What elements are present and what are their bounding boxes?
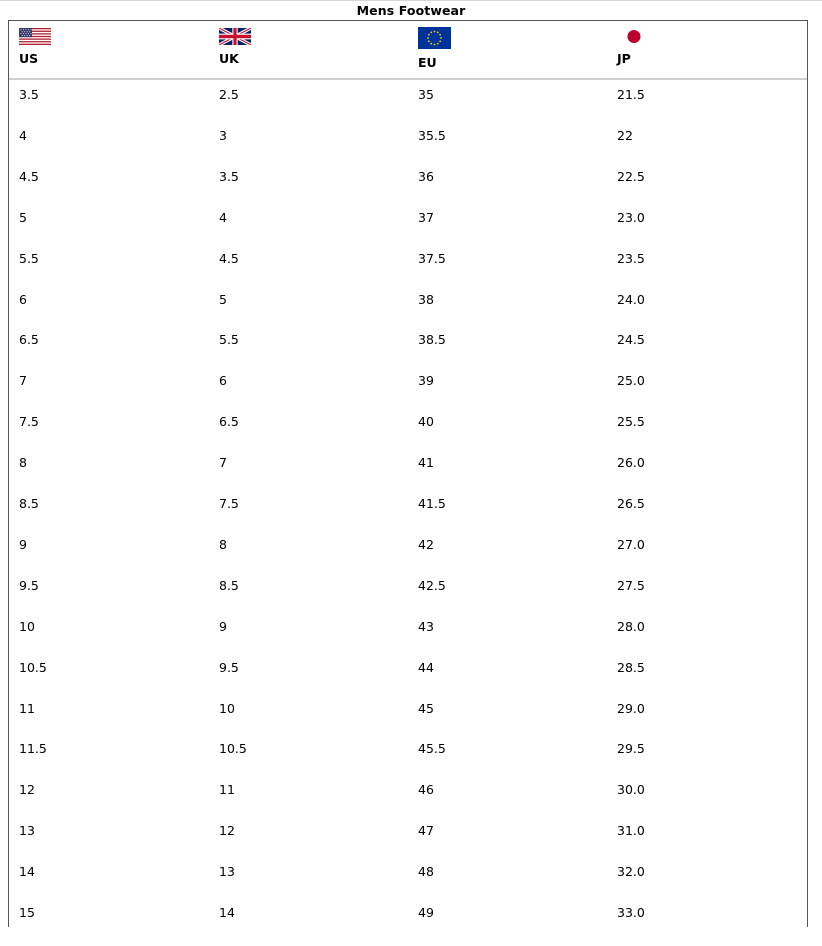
- table-row: [9, 619, 807, 660]
- uk-size-cell: 3: [219, 127, 227, 143]
- eu-size-cell: 39: [418, 373, 434, 389]
- table-row: [9, 823, 807, 864]
- eu-size-cell: 38: [418, 291, 434, 307]
- page-title: Mens Footwear: [0, 0, 822, 20]
- us-size-cell: 4: [19, 127, 27, 143]
- uk-size-cell: 7.5: [219, 496, 239, 511]
- table-row: [9, 87, 807, 128]
- us-size-cell: 3.5: [19, 87, 39, 102]
- eu-size-cell: 43: [418, 618, 434, 634]
- us-size-cell: 6.5: [19, 332, 39, 348]
- eu-size-cell: 41: [418, 455, 434, 471]
- jp-size-cell: 28.0: [617, 618, 645, 634]
- size-chart-table: [8, 20, 808, 927]
- us-size-cell: 13: [19, 823, 35, 839]
- uk-size-cell: 10.5: [219, 741, 247, 757]
- table-row: [9, 128, 807, 169]
- uk-size-cell: 11: [219, 782, 235, 798]
- jp-size-cell: 23.5: [617, 250, 645, 266]
- table-row: [9, 332, 807, 373]
- jp-size-cell: 25.0: [617, 373, 645, 389]
- us-size-cell: 9.5: [19, 577, 39, 593]
- table-row: [9, 578, 807, 619]
- us-size-cell: 11.5: [19, 741, 47, 757]
- table-row: [9, 455, 807, 496]
- eu-flag-icon: [418, 27, 451, 49]
- eu-size-cell: 42.5: [418, 577, 446, 593]
- us-size-cell: 6: [19, 291, 27, 307]
- us-size-cell: 10.5: [19, 659, 47, 675]
- jp-size-cell: 25.5: [617, 414, 645, 430]
- eu-size-cell: 45.5: [418, 741, 446, 757]
- us-size-cell: 10: [19, 618, 35, 634]
- eu-size-cell: 49: [418, 905, 434, 920]
- jp-column-label: JP: [617, 51, 631, 66]
- uk-size-cell: 6.5: [219, 414, 239, 430]
- jp-size-cell: 24.0: [617, 291, 645, 307]
- jp-size-cell: 24.5: [617, 332, 645, 348]
- jp-size-cell: 28.5: [617, 659, 645, 675]
- table-row: [9, 169, 807, 210]
- uk-column-label: UK: [219, 51, 239, 66]
- jp-size-cell: 29.0: [617, 700, 645, 716]
- uk-size-cell: 7: [219, 455, 227, 471]
- eu-size-cell: 41.5: [418, 496, 446, 511]
- table-row: [9, 701, 807, 742]
- eu-size-cell: 36: [418, 168, 434, 184]
- table-row: [9, 210, 807, 251]
- uk-size-cell: 6: [219, 373, 227, 389]
- uk-size-cell: 8: [219, 536, 227, 552]
- jp-flag-icon: [617, 28, 649, 45]
- eu-size-cell: 35.5: [418, 127, 446, 143]
- us-column-label: US: [19, 51, 39, 66]
- table-row: [9, 537, 807, 578]
- eu-size-cell: 38.5: [418, 332, 446, 348]
- jp-size-cell: 26.0: [617, 455, 645, 471]
- eu-size-cell: 37: [418, 209, 434, 225]
- table-row: [9, 660, 807, 701]
- us-size-cell: 15: [19, 905, 35, 920]
- us-size-cell: 9: [19, 536, 27, 552]
- eu-size-cell: 48: [418, 864, 434, 880]
- jp-size-cell: 32.0: [617, 864, 645, 880]
- eu-size-cell: 46: [418, 782, 434, 798]
- jp-size-cell: 27.0: [617, 536, 645, 552]
- jp-size-cell: 31.0: [617, 823, 645, 839]
- us-size-cell: 12: [19, 782, 35, 798]
- uk-size-cell: 13: [219, 864, 235, 880]
- uk-size-cell: 14: [219, 905, 235, 920]
- uk-size-cell: 12: [219, 823, 235, 839]
- jp-size-cell: 30.0: [617, 782, 645, 798]
- eu-size-cell: 40: [418, 414, 434, 430]
- uk-size-cell: 4: [219, 209, 227, 225]
- us-size-cell: 5.5: [19, 250, 39, 266]
- eu-size-cell: 42: [418, 536, 434, 552]
- us-size-cell: 5: [19, 209, 27, 225]
- eu-size-cell: 45: [418, 700, 434, 716]
- uk-size-cell: 4.5: [219, 250, 239, 266]
- table-row: [9, 251, 807, 292]
- eu-size-cell: 47: [418, 823, 434, 839]
- jp-size-cell: 22: [617, 127, 633, 143]
- uk-size-cell: 5.5: [219, 332, 239, 348]
- us-size-cell: 7.5: [19, 414, 39, 430]
- us-size-cell: 14: [19, 864, 35, 880]
- uk-size-cell: 3.5: [219, 168, 239, 184]
- us-size-cell: 11: [19, 700, 35, 716]
- us-size-cell: 7: [19, 373, 27, 389]
- us-size-cell: 4.5: [19, 168, 39, 184]
- eu-size-cell: 37.5: [418, 250, 446, 266]
- table-row: [9, 905, 807, 946]
- us-flag-icon: [19, 28, 51, 45]
- us-size-cell: 8: [19, 455, 27, 471]
- uk-size-cell: 10: [219, 700, 235, 716]
- table-header: [9, 21, 807, 80]
- jp-size-cell: 33.0: [617, 905, 645, 920]
- jp-size-cell: 23.0: [617, 209, 645, 225]
- table-row: [9, 782, 807, 823]
- jp-size-cell: 27.5: [617, 577, 645, 593]
- table-row: [9, 741, 807, 782]
- table-row: [9, 414, 807, 455]
- uk-size-cell: 5: [219, 291, 227, 307]
- table-row: [9, 292, 807, 333]
- jp-size-cell: 22.5: [617, 168, 645, 184]
- eu-size-cell: 44: [418, 659, 434, 675]
- uk-flag-icon: [219, 28, 251, 45]
- table-row: [9, 864, 807, 905]
- jp-size-cell: 21.5: [617, 87, 645, 102]
- jp-size-cell: 26.5: [617, 496, 645, 511]
- uk-size-cell: 8.5: [219, 577, 239, 593]
- uk-size-cell: 9.5: [219, 659, 239, 675]
- eu-size-cell: 35: [418, 87, 434, 102]
- table-row: [9, 373, 807, 414]
- table-row: [9, 496, 807, 537]
- uk-size-cell: 9: [219, 618, 227, 634]
- eu-column-label: EU: [418, 55, 437, 70]
- jp-size-cell: 29.5: [617, 741, 645, 757]
- us-size-cell: 8.5: [19, 496, 39, 511]
- uk-size-cell: 2.5: [219, 87, 239, 102]
